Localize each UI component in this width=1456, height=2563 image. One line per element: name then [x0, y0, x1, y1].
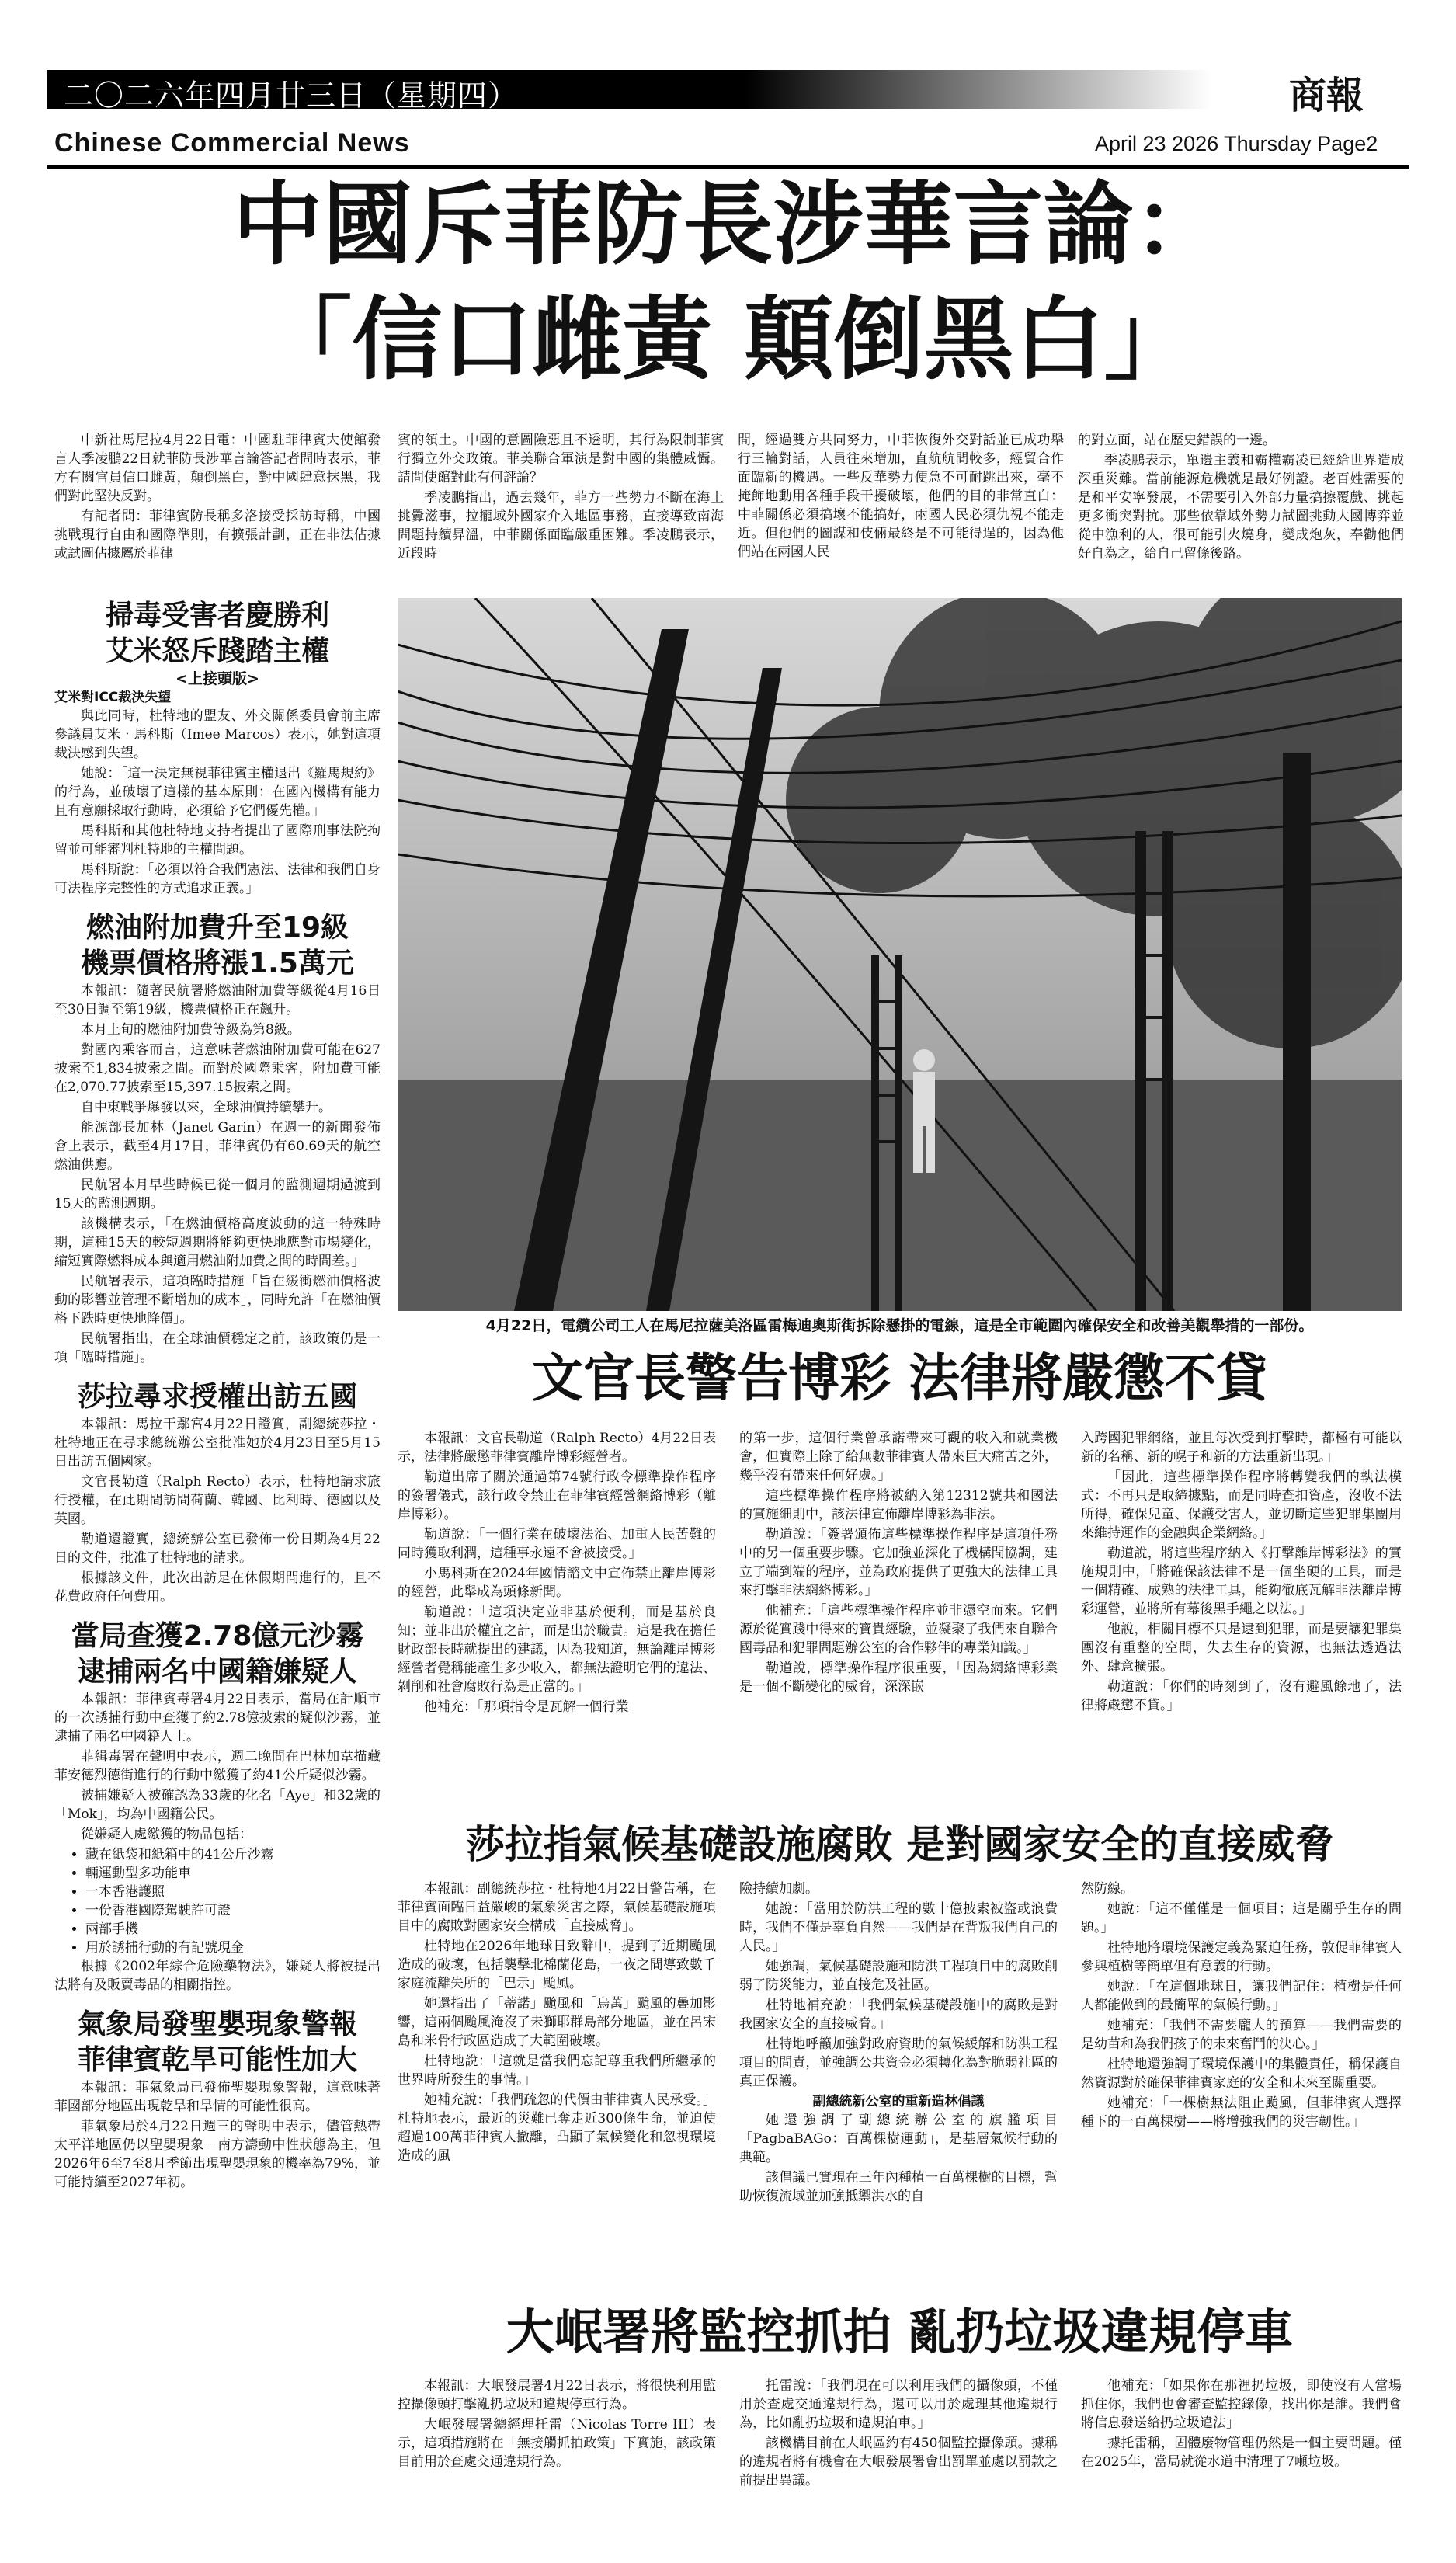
paragraph: 勒道說：「這項決定並非基於便利，而是基於良知；並非出於權宜之計，而是出於職責。這是我在擔任財政部長時就提出的建議，因為我知道，無論離岸博彩經營者覺稱能產生多少收入，都無法證明它們的違法、剝削和社會腐敗行為是正當的。」 — [398, 1605, 716, 1695]
paragraph: 勒道說，標準操作程序很重要，「因為網絡博彩業是一個不斷變化的威脅，深深嵌 — [739, 1661, 1058, 1695]
paragraph: 她說：「這一決定無視菲律賓主權退出《羅馬規約》的行為，並破壞了這樣的基本原則：在國內機構有能力且有意願採取行動時，必須給予它們優先權。」 — [54, 766, 381, 819]
paragraph: 本報訊：馬拉干鄢宮4月22日證實，副總統莎拉・杜特地正在尋求總統辦公室批准她於4月23日至5月15日出訪五個國家。 — [54, 1417, 381, 1469]
list-item: • 兩部手機 — [85, 1920, 381, 1939]
paragraph: 被捕嫌疑人被確認為33歲的化名「Aye」和32歲的「Mok」，均為中國籍公民。 — [54, 1788, 381, 1822]
paragraph: 他說，相關目標不只是逮到犯罪，而是要讓犯罪集團沒有重整的空間，失去生存的資源，也無法透過法外、肆意擴張。 — [1081, 1622, 1402, 1674]
article-column — [398, 1880, 716, 2167]
paragraph: 她說：「在這個地球日，讓我們記住：植樹是任何人都能做到的最簡單的氣候行動。」 — [1081, 1979, 1402, 2013]
paragraph: 然防線。 — [1081, 1881, 1134, 1897]
paragraph: 據托雷稱，固體廢物管理仍然是一個主要問題。僅在2025年，當局就從水道中清理了7噸垃圾。 — [1081, 2436, 1402, 2470]
paragraph: 她還強調了副總統辦公室的旗艦項目「PagbaBAGo：百萬棵樹運動」，是基層氣候行動的典範。 — [739, 2113, 1058, 2165]
paragraph: 這些標準操作程序將被納入第12312號共和國法的實施細則中，該法律宣佈離岸博彩為非法。 — [739, 1488, 1058, 1522]
article-title: 燃油附加費升至19級 — [85, 912, 349, 944]
article-title: 逮捕兩名中國籍嫌疑人 — [77, 1656, 357, 1688]
article-title: 當局查獲2.78億元沙霧 — [71, 1620, 364, 1652]
paragraph: 本報訊：隨著民航署將燃油附加費等級從4月16日至30日調至第19級，機票價格正在飆升。 — [54, 983, 381, 1017]
paragraph: 從嫌疑人處繳獲的物品包括： — [81, 1827, 252, 1842]
paragraph: 賓的領土。中國的意圖險惡且不透明，其行為限制菲賓行獨立外交政策。菲美聯合軍演是對中國的集體威懾。請問使館對此有何評論？ — [398, 433, 724, 485]
paragraph: 她補充說：「我們疏忽的代價由菲律賓人民承受。」杜特地表示，最近的災難已奪走近300條生命，並迫使超過100萬菲律賓人撤離，凸顯了氣候變化和忽視環境造成的風 — [398, 2092, 716, 2164]
paragraph: 她補充：「一棵樹無法阻止颱風，但菲律賓人選擇種下的一百萬棵樹——將增強我們的災害韌性。」 — [1081, 2095, 1402, 2130]
paragraph: 間，經過雙方共同努力，中菲恢復外交對話並已成功舉行三輪對話，人員往來增加，直航航間較多，經貿合作面臨新的機遇。一些反華勢力便急不可耐跳出來，毫不掩飾地動用各種手段干擾破壞，他們的目的非常直白：中菲關係必須搞壞不能搞好，兩國人民必須仇視不能走近。但他們的圖謀和伎倆最終是不可能得逞的，因為他們站在兩國人民 — [738, 433, 1064, 560]
paragraph: 勒道還證實，總統辦公室已發佈一份日期為4月22日的文件，批准了杜特地的請求。 — [54, 1532, 381, 1566]
continued-note: <上接頭版> — [175, 670, 259, 687]
paragraph: 該機構表示，「在燃油價格高度波動的這一特殊時期，這種15天的較短週期將能夠更快地應對市場變化，縮短實際燃料成本與適用燃油附加費之間的時間差。」 — [54, 1216, 381, 1269]
paragraph: 杜特地補充說：「我們氣候基礎設施中的腐敗是對我國家安全的直接威脅。」 — [739, 1998, 1058, 2032]
subheading: 副總統新公室的重新造林倡議 — [812, 2094, 985, 2109]
paragraph: 本報訊：文官長勒道（Ralph Recto）4月22日表示，法律將嚴懲菲律賓離岸博彩經營者。 — [398, 1431, 716, 1465]
paragraph: 勒道說，將這些程序納入《打擊離岸博彩法》的實施規則中，「將確保該法律不是一個坐硬的工具，而是一個精確、成熟的法律工具，能夠徹底瓦解非法離岸博彩運營，並將所有幕後黑手繩之以法。」 — [1081, 1546, 1402, 1617]
article-column — [739, 2377, 1058, 2492]
paragraph: 民航署本月早些時候已從一個月的監測週期過渡到15天的監測週期。 — [54, 1177, 381, 1212]
masthead-date-en: April 23 2026 Thursday Page2 — [1095, 132, 1378, 155]
paragraph: 杜特地呼籲加強對政府資助的氣候緩解和防洪工程項目的問責，並強調公共資金必須轉化為對脆弱社區的真正保護。 — [739, 2036, 1058, 2089]
paragraph: 的對立面，站在歷史錯誤的一邊。 — [1078, 433, 1276, 448]
list-item: • 輛運動型多功能車 — [85, 1864, 381, 1883]
paragraph: 她補充：「我們不需要龐大的預算——我們需要的是幼苗和為我們孩子的未來奮鬥的決心。」 — [1081, 2018, 1402, 2052]
paragraph: 他補充：「這些標準操作程序並非憑空而來。它們源於從實踐中得來的寶貴經驗，並凝聚了我們來自聯合國毒品和犯罪問題辦公室的合作夥伴的專業知識。」 — [739, 1603, 1058, 1656]
paragraph: 該機構目前在大岷區約有450個監控攝像頭。據稱的違規者將有機會在大岷發展署會出罰單並處以罰款之前提出異議。 — [739, 2436, 1058, 2488]
article-title: 機票價格將漲1.5萬元 — [81, 948, 354, 979]
paragraph: 她說：「這不僅僅是一個項目；這是關乎生存的問題。」 — [1081, 1901, 1402, 1935]
paragraph: 大岷發展署總經理托雷（Nicolas Torre III）表示，這項措施將在「無接觸抓拍政策」下實施，該政策目前用於查處交通違規行為。 — [398, 2417, 716, 2470]
masthead-rule — [47, 165, 1409, 169]
photo-caption: 4月22日，電纜公司工人在馬尼拉薩美洛區雷梅迪奧斯街拆除懸掛的電線，這是全市範圍內確保安全和改善美觀舉措的一部份。 — [485, 1317, 1314, 1334]
paragraph: 杜特地說：「這就是當我們忘記尊重我們所繼承的世界時所發生的事情。」 — [398, 2054, 716, 2088]
paragraph: 的第一步，這個行業曾承諾帶來可觀的收入和就業機會，但實際上除了給無數菲律賓人帶來巨大痛苦之外，幾乎沒有帶來任何好處。」 — [739, 1431, 1058, 1483]
paragraph: 勒道說：「你們的時刻到了，沒有避風餘地了，法律將嚴懲不貸。」 — [1081, 1679, 1402, 1713]
paragraph: 杜特地還強調了環境保護中的集體責任，稱保護自然資源對於確保菲律賓家庭的安全和未來至關重要。 — [1081, 2057, 1402, 2091]
paragraph: 本月上旬的燃油附加費等級為第8級。 — [81, 1022, 301, 1038]
article-title: 菲律賓乾旱可能性加大 — [77, 2044, 357, 2076]
photo-illustration — [398, 598, 1402, 1311]
article-title: 莎拉指氣候基礎設施腐敗 是對國家安全的直接威脅 — [465, 1822, 1334, 1867]
article-column — [1081, 1880, 1402, 2133]
paragraph: 季凌鵬表示，單邊主義和霸權霸凌已經給世界造成深重災難。當前能源危機就是最好例證。老百姓需要的是和平安寧發展，不需要引入外部力量搞擦覆戲、挑起更多衝突對抗。那些依靠域外勢力試圖挑動大國博弈並從中漁利的人，很可能引火燒身，變成炮灰，奉勸他們好自為之，給自己留條後路。 — [1078, 453, 1404, 562]
article-column — [398, 2377, 716, 2473]
paragraph: 本報訊：菲氣象局已發佈聖嬰現象警報，這意味著菲國部分地區出現乾旱和旱情的可能性很高。 — [54, 2080, 381, 2114]
article-title: 莎拉尋求授權出訪五國 — [77, 1381, 357, 1413]
paragraph: 他補充：「如果你在那裡扔垃圾，即使沒有人當場抓住你，我們也會審查監控錄像，找出你是誰。我們會將信息發送給扔垃圾違法」 — [1081, 2378, 1402, 2431]
paragraph: 本報訊：大岷發展署4月22日表示，將很快利用監控攝像頭打擊亂扔垃圾和違規停車行為。 — [398, 2378, 716, 2412]
paragraph: 根據該文件，此次出訪是在休假期間進行的，且不花費政府任何費用。 — [54, 1570, 381, 1605]
lead-article-col2 — [398, 431, 724, 565]
paragraph: 勒道出席了關於通過第74號行政令標準操作程序的簽署儀式，該行政令禁止在菲律賓經營網絡博彩（離岸博彩）。 — [398, 1469, 716, 1522]
lead-article-col4 — [1078, 431, 1404, 565]
paragraph: 險持續加劇。 — [739, 1881, 818, 1897]
paragraph: 菲緝毒署在聲明中表示，週二晚間在巴林加韋描藏菲安德烈德街進行的行動中繳獲了約41公斤疑似沙霧。 — [54, 1749, 381, 1783]
article-column — [1081, 2377, 1402, 2473]
paragraph: 民航署指出，在全球油價穩定之前，該政策仍是一項「臨時措施」。 — [54, 1331, 381, 1365]
paragraph: 她說：「當用於防洪工程的數十億披索被盜或浪費時，我們不僅是辜負自然——我們是在背叛我們自己的人民。」 — [739, 1901, 1058, 1954]
paragraph: 文官長勒道（Ralph Recto）表示，杜特地請求旅行授權，在此期間訪問荷蘭、韓國、比利時、德國以及英國。 — [54, 1474, 381, 1527]
paragraph: 托雷說：「我們現在可以利用我們的攝像頭，不僅用於查處交通違規行為，還可以用於處理其他違規行為，比如亂扔垃圾和違規泊車。」 — [739, 2378, 1058, 2431]
paragraph: 她強調，氣候基礎設施和防洪工程項目中的腐敗削弱了防災能力，並直接危及社區。 — [739, 1959, 1058, 1993]
paragraph: 他補充：「那項指令是瓦解一個行業 — [424, 1699, 629, 1715]
paragraph: 勒道說：「一個行業在破壞法治、加重人民苦難的同時獲取利潤，這種事永遠不會被接受。」 — [398, 1527, 716, 1561]
paragraph: 杜特地在2026年地球日致辭中，提到了近期颱風造成的破壞，包括襲擊北棉蘭佬島，一夜之間導致數千家庭流離失所的「巴示」颱風。 — [398, 1939, 716, 1991]
seized-items-list — [54, 1845, 381, 1957]
paragraph: 根據《2002年綜合危險藥物法》，嫌疑人將被提出法將有及販賣毒品的相關指控。 — [54, 1959, 381, 1993]
sidebar — [54, 598, 381, 2193]
article-title: 艾米怒斥踐踏主權 — [105, 635, 329, 667]
paragraph: 杜特地將環境保護定義為緊迫任務，敦促菲律賓人參與植樹等簡單但有意義的行動。 — [1081, 1940, 1402, 1974]
main-headline-line2: 「信口雌黃 顛倒黑白」 — [262, 287, 1194, 392]
paragraph: 「因此，這些標準操作程序將轉變我們的執法模式：不再只是取締據點，而是同時查扣資產，沒收不法所得，確保兒童、保護受害人，並切斷這些犯罪集團用來維持運作的金融與企業網絡。」 — [1081, 1469, 1402, 1541]
masthead-date-cn: 二〇二六年四月廿三日（星期四） — [64, 78, 519, 113]
paragraph: 民航署表示，這項臨時措施「旨在緩衝燃油價格波動的影響並管理不斷增加的成本」，同時允許「在燃油價格下跌時更快地降價」。 — [54, 1274, 381, 1327]
paragraph: 季凌鵬指出，過去幾年，菲方一些勢力不斷在海上挑釁滋事，拉攏域外國家介入地區事務，直接導致南海問題持續昇溫，中菲關係面臨嚴重困難。季凌鵬表示，近段時 — [398, 490, 724, 562]
paragraph: 菲氣象局於4月22日週三的聲明中表示，儘管熱帶太平洋地區仍以聖嬰現象－南方濤動中性狀態為主，但2026年6至7至8月季節出現聖嬰現象的機率為79%，並可能持續至2027年初。 — [54, 2119, 381, 2190]
article-title: 掃毒受害者慶勝利 — [105, 600, 329, 631]
lead-article-col1 — [54, 431, 381, 565]
paragraph: 馬科斯說：「必須以符合我們憲法、法律和我們自身可法程序完整性的方式追求正義。」 — [54, 862, 381, 896]
paragraph: 馬科斯和其他杜特地支持者提出了國際刑事法院拘留並可能審判杜特地的主權問題。 — [54, 823, 381, 857]
kicker: 艾米對ICC裁決失望 — [54, 690, 172, 705]
paragraph: 中新社馬尼拉4月22日電：中國駐菲律賓大使館發言人季凌鵬22日就菲防長涉華言論答記者問時表示，菲方有關官員信口雌黃，顛倒黑白，對中國肆意抹黑，我們對此堅決反對。 — [54, 433, 381, 504]
paragraph: 入跨國犯罪網絡，並且每次受到打擊時，都極有可能以新的名稱、新的幌子和新的方法重新出現。」 — [1081, 1431, 1402, 1465]
news-photo — [398, 598, 1402, 1311]
paragraph: 能源部長加林（Janet Garin）在週一的新聞發佈會上表示，截至4月17日，菲律賓仍有60.69天的航空燃油供應。 — [54, 1120, 381, 1173]
paragraph: 對國內乘客而言，這意味著燃油附加費可能在627披索至1,834披索之間。而對於國際乘客，附加費可能在2,070.77披索至15,397.15披索之間。 — [54, 1042, 381, 1095]
paragraph: 她還指出了「蒂諾」颱風和「烏萬」颱風的疊加影響，這兩個颱風淹沒了未獅耶群島部分地區，並在呂宋島和米骨行政區造成了大範圍破壞。 — [398, 1996, 716, 2049]
article-column — [739, 1880, 1058, 2207]
article-title: 氣象局發聖嬰現象警報 — [77, 2008, 357, 2040]
paragraph: 自中東戰爭爆發以來，全球油價持續攀升。 — [81, 1100, 332, 1115]
newspaper-name-en: Chinese Commercial News — [54, 128, 410, 158]
lead-article-col3 — [738, 431, 1064, 563]
newspaper-logo: 商報 — [1289, 74, 1364, 117]
paragraph: 與此同時，杜特地的盟友、外交關係委員會前主席參議員艾米‧馬科斯（Imee Marcos）表示，她對這項裁決感到失望。 — [54, 708, 381, 761]
list-item: • 一本香港護照 — [85, 1883, 381, 1901]
paragraph: 本報訊：菲律賓毒署4月22日表示，當局在計順市的一次誘捕行動中查獲了約2.78億披索的疑似沙霧，並逮捕了兩名中國籍人士。 — [54, 1692, 381, 1744]
article-title: 文官長警告博彩 法律將嚴懲不貸 — [532, 1348, 1267, 1408]
article-column — [1081, 1429, 1402, 1716]
article-title: 大岷署將監控抓拍 亂扔垃圾違規停車 — [506, 2304, 1294, 2360]
main-headline-line1: 中國斥菲防長涉華言論： — [232, 172, 1224, 277]
list-item: • 藏在紙袋和紙箱中的41公斤沙霧 — [85, 1845, 381, 1864]
list-item: • 用於誘捕行動的有記號現金 — [85, 1939, 381, 1957]
article-column — [739, 1429, 1058, 1698]
paragraph: 勒道說：「簽署頒佈這些標準操作程序是這項任務中的另一個重要步驟。它加強並深化了機構間協調，建立了端到端的程序，並為政府提供了更強大的法律工具來打擊非法網絡博彩。」 — [739, 1527, 1058, 1598]
paragraph: 小馬科斯在2024年國情諮文中宣佈禁止離岸博彩的經營，此舉成為頭條新聞。 — [398, 1566, 716, 1600]
paragraph: 本報訊：副總統莎拉・杜特地4月22日警告稱，在菲律賓面臨日益嚴峻的氣象災害之際，氣候基礎設施項目中的腐敗對國家安全構成「直接威脅」。 — [398, 1881, 716, 1934]
article-column — [398, 1429, 716, 1718]
list-item: • 一份香港國際駕駛許可證 — [85, 1901, 381, 1920]
paragraph: 有記者問：菲律賓防長稱多洛接受採訪時稱，中國挑戰現行自由和國際準則，有擴張計劃，正在非法佔據或試圖佔據屬於菲律 — [54, 509, 381, 562]
paragraph: 該倡議已實現在三年內種植一百萬棵樹的目標，幫助恢復流域並加強抵禦洪水的自 — [739, 2170, 1058, 2204]
